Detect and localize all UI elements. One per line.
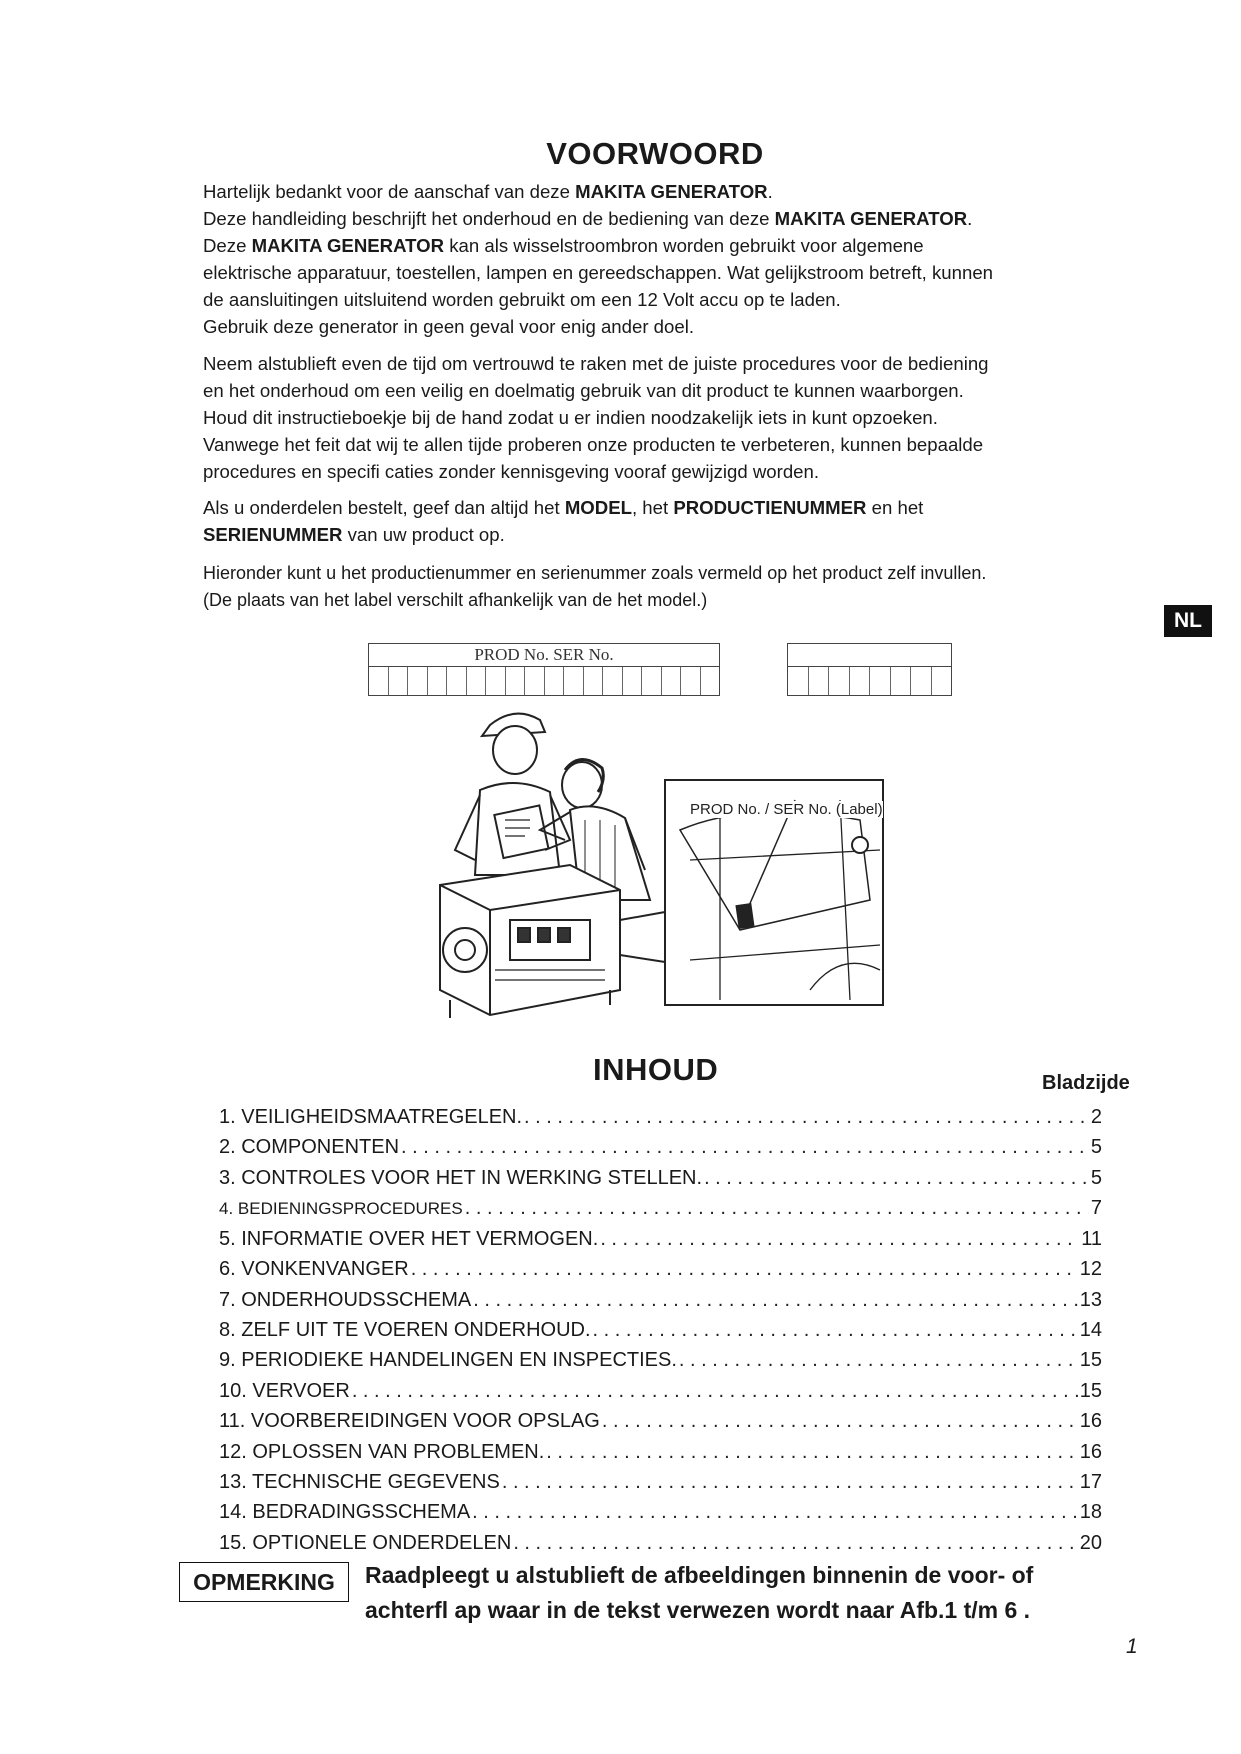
ser-label-box	[787, 643, 952, 696]
prod-ser-label-heading: PROD No. SER No.	[369, 644, 719, 667]
toc-item[interactable]: 14. BEDRADINGSSCHEMA . . . 18	[219, 1497, 1102, 1527]
toc-item[interactable]: 15. OPTIONELE ONDERDELEN . . . 20	[219, 1528, 1102, 1558]
toc-item[interactable]: 8. ZELF UIT TE VOEREN ONDERHOUD. . . . 14	[219, 1315, 1102, 1345]
toc-page-header: Bladzijde	[1042, 1072, 1130, 1094]
toc-item[interactable]: 4. BEDIENINGSPROCEDURES . . . 7	[219, 1193, 1102, 1223]
toc-item[interactable]: 3. CONTROLES VOOR HET IN WERKING STELLEN. . . . 5	[219, 1163, 1102, 1193]
toc-title: INHOUD	[593, 1052, 719, 1087]
toc-item[interactable]: 12. OPLOSSEN VAN PROBLEMEN. . . . 16	[219, 1437, 1102, 1467]
page-number: 1	[1126, 1635, 1138, 1658]
toc-item[interactable]: 1. VEILIGHEIDSMAATREGELEN. . . . 2	[219, 1102, 1102, 1132]
generator-illustration	[420, 700, 930, 1030]
note-label-box: OPMERKING	[179, 1562, 349, 1602]
man-figure	[455, 714, 570, 875]
note-text: Raadpleegt u alstublieft de afbeeldingen binnenin de voor- of achterfl ap waar in de tekst verwezen wordt naar Afb.1 t/m 6 .	[365, 1562, 1034, 1623]
toc-item[interactable]: 10. VERVOER . . . 15	[219, 1376, 1102, 1406]
toc-item[interactable]: 11. VOORBEREIDINGEN VOOR OPSLAG . . . 16	[219, 1406, 1102, 1436]
number-cells	[788, 667, 951, 695]
prod-ser-label-box	[368, 643, 720, 696]
toc-item[interactable]: 6. VONKENVANGER . . . 12	[219, 1254, 1102, 1284]
foreword-paragraph-2: Neem alstublieft even de tijd om vertrouwd te raken met de juiste procedures voor de bediening en het onderhoud om een veilig en doelmatig gebruik van dit product te kunnen waarborgen. Houd dit instructieboekje bij de hand zodat u er indien noodzakelijk iets in kunt opzoeken. Vanwege het feit dat wij te allen tijde proberen onze producten te verbeteren, kunnen bepaalde procedures en specifi caties zonder kennisgeving vooraf gewijzigd worden.	[203, 353, 989, 482]
toc-item[interactable]: 5. INFORMATIE OVER HET VERMOGEN. . . . 11	[219, 1224, 1102, 1254]
foreword-paragraph-1: Hartelijk bedankt voor de aanschaf van deze MAKITA GENERATOR. Deze handleiding beschrijft het onderhoud en de bediening van deze MAKITA GENERATOR. Deze MAKITA GENERATOR kan als wisselstroombron worden gebruikt voor algemene elektrische apparatuur, toestellen, lampen en gereedschappen. Wat gelijkstroom betreft, kunnen de aansluitingen uitsluitend worden gebruikt om een 12 Volt accu op te laden. Gebruik deze generator in geen geval voor enig ander doel.	[203, 181, 994, 337]
toc-item[interactable]: 13. TECHNISCHE GEGEVENS . . . 17	[219, 1467, 1102, 1497]
toc-item[interactable]: 9. PERIODIEKE HANDELINGEN EN INSPECTIES. . . . 15	[219, 1345, 1102, 1375]
label-callout-text: PROD No. / SER No. (Label)	[690, 801, 883, 818]
foreword-paragraph-3: Als u onderdelen bestelt, geef dan altijd het MODEL, het PRODUCTIENUMMER en het SERIENUMMER van uw product op.	[203, 497, 924, 545]
language-tab: NL	[1164, 605, 1212, 637]
foreword-paragraph-4: Hieronder kunt u het productienummer en serienummer zoals vermeld op het product zelf invullen. (De plaats van het label verschilt afhankelijk van de het model.)	[203, 563, 987, 610]
number-cells	[369, 667, 719, 695]
toc-item[interactable]: 7. ONDERHOUDSSCHEMA . . . 13	[219, 1285, 1102, 1315]
foreword-title: VOORWOORD	[546, 136, 764, 171]
toc-item[interactable]: 2. COMPONENTEN . . . 5	[219, 1132, 1102, 1162]
